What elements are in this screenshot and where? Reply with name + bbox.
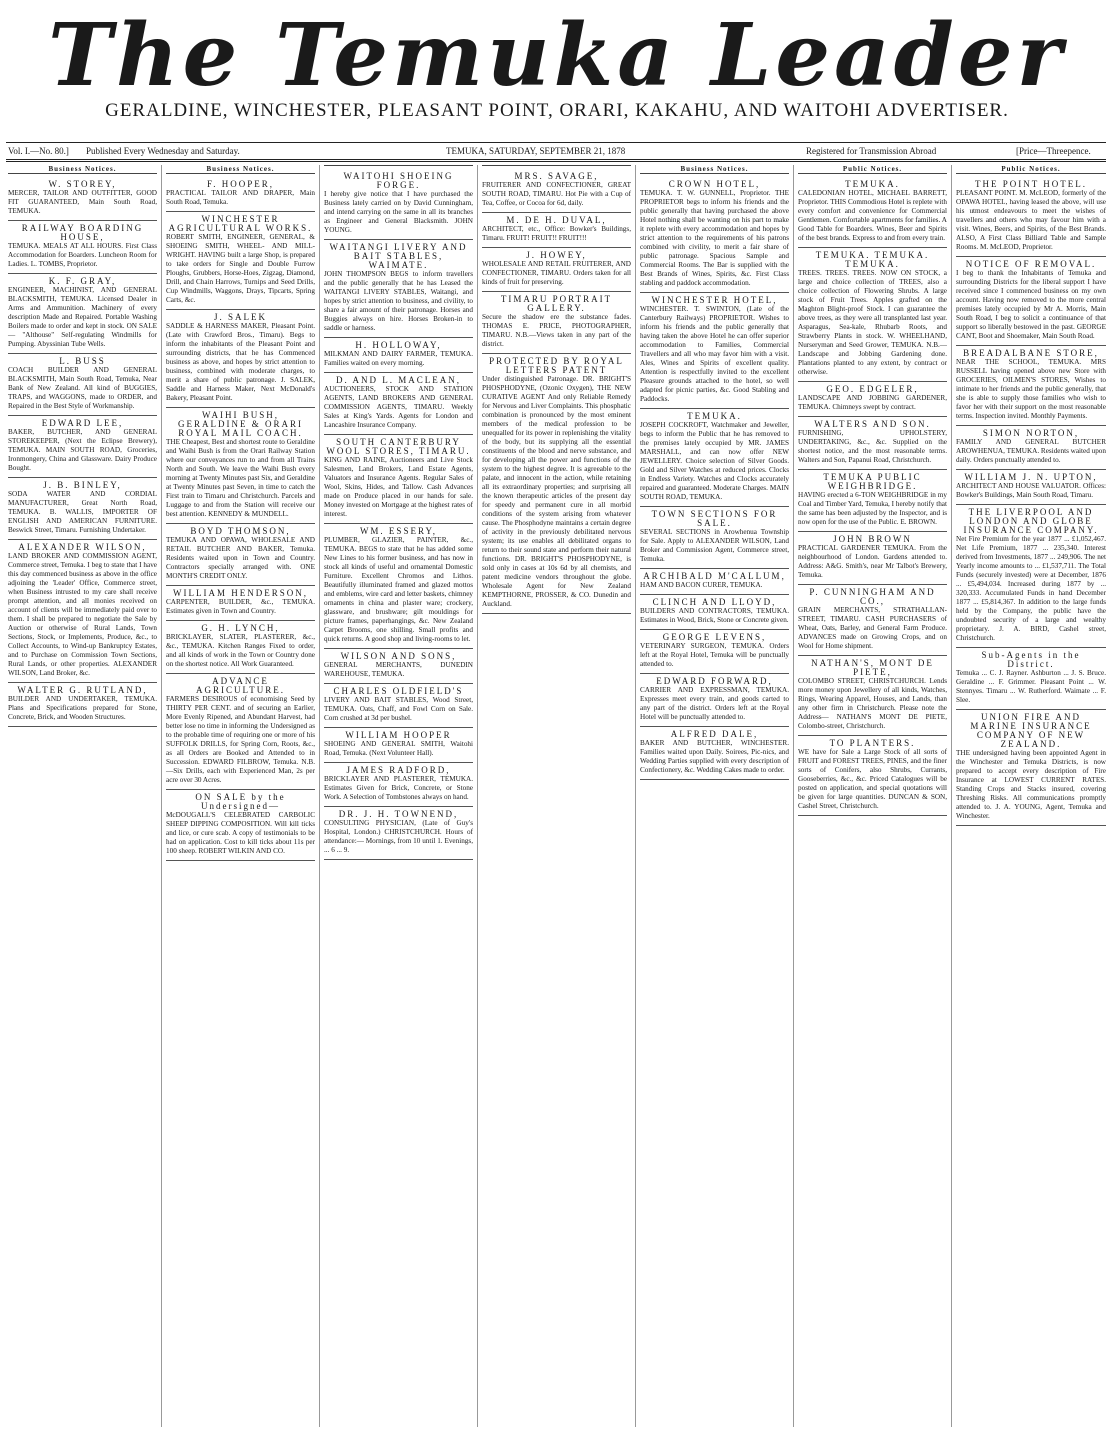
advertisement-heading: M. DE H. DUVAL, <box>506 215 607 225</box>
advertisement-body: Temuka ... C. J. Rayner. Ashburton ... J. S. Bruce. Geraldine ... F. Grimmer. Pleasant Point ... W. Stennyes. Timaru ... W. Rutherford. Waimate ... F. Slee. <box>956 669 1106 704</box>
advertisement <box>798 417 947 470</box>
advertisement-heading: WILSON AND SONS, <box>340 651 457 661</box>
advertisement <box>166 524 315 586</box>
issue-date: TEMUKA, SATURDAY, SEPTEMBER 21, 1878 <box>446 146 626 156</box>
advertisement-heading: G. H. LYNCH, <box>201 623 280 633</box>
advertisement-body: BAKER AND BUTCHER, WINCHESTER. Families waited upon Daily. Soirees, Pic-nics, and Wedding Parties supplied with every description of Confectionery, &c. Wedding Cakes made to order. <box>640 739 789 774</box>
advertisement <box>166 212 315 310</box>
advertisement-heading: UNION FIRE AND MARINE INSURANCE COMPANY OF NEW ZEALAND. <box>970 712 1092 749</box>
advertisement-heading: WM. ESSERY, <box>359 526 438 536</box>
advertisement <box>8 416 157 478</box>
advertisement <box>324 373 473 435</box>
advertisement-body: KING AND RAINE, Auctioneers and Live Stock Salesmen, Land Brokers, Land Estate Agents, Valuators and Insurance Agents. Regular Sales of Wool, Skins, Hides, and Tallow. Cash Advances made on Produce placed in our hands for sale. Money invested on Mortgage at the highest rates of interest. <box>324 456 473 518</box>
advertisement-heading: NATHAN'S, MONT DE PIETE, <box>811 658 934 677</box>
advertisement <box>166 310 315 408</box>
advertisement <box>798 248 947 382</box>
advertisement-body: BUILDERS AND CONTRACTORS, TEMUKA. Estimates in Wood, Brick, Stone or Concrete given. <box>640 607 789 624</box>
advertisement-heading: EDWARD LEE, <box>41 418 124 428</box>
advertisement-body: WINCHESTER. T. SWINTON, (Late of the Canterbury Railways) PROPRIETOR. Wishes to inform his friends and the public generally that having taken the above Hotel he can offer superior accommodation to Families, Commercial Travellers and all who may favor him with a visit. Ales, Wines and Spirits of excellent quality. Attention is respectfully invited to the excellent Pleasure grounds attached to the hotel, so well adapted for picnic parties, &c. Good Stabling and Paddocks. <box>640 305 789 403</box>
advertisement <box>956 426 1106 470</box>
advertisement <box>166 790 315 861</box>
advertisement-heading: TEMUKA. <box>845 179 900 189</box>
advertisement-heading: GEO. EDGELER, <box>826 384 919 394</box>
advertisement-body: PLEASANT POINT. M. McLEOD, formerly of the OPAWA HOTEL, having leased the above, will use his utmost endeavours to meet the wishes of travellers and others who may favour him with a visit. Wines, Beers, and Spirits, of the Best Brands. ALSO, A First Class Billiard Table and Sample Rooms. M. McLEOD, Proprietor. <box>956 189 1106 251</box>
advertisement <box>324 684 473 728</box>
column-heading: Public Notices. <box>798 165 947 174</box>
advertisement <box>798 470 947 532</box>
advertisement <box>640 409 789 507</box>
advertisement <box>956 346 1106 426</box>
advertisement <box>798 736 947 816</box>
advertisement <box>798 532 947 585</box>
advertisement-heading: NOTICE OF REMOVAL. <box>965 259 1097 269</box>
advertisement <box>324 338 473 373</box>
advertisement-body: PRACTICAL TAILOR AND DRAPER, Main South Road, Temuka. <box>166 189 315 206</box>
advertisement <box>8 354 157 416</box>
advertisement <box>956 648 1106 710</box>
column-heading: Business Notices. <box>640 165 789 174</box>
column-6 <box>794 165 952 1427</box>
advertisement-heading: RAILWAY BOARDING HOUSE, <box>21 223 144 242</box>
advertisement-heading: WAITOHI SHOEING FORGE. <box>343 171 454 190</box>
advertisement-body: TEMUKA. MEALS AT ALL HOURS. First Class Accommodation for Boarders. Luncheon Room for Ladies. L. TOMBS, Proprietor. <box>8 242 157 268</box>
advertisement-heading: P. CUNNINGHAM AND CO., <box>809 587 936 606</box>
advertisement-body: JOHN THOMPSON BEGS to inform travellers and the public generally that he has Leased the WAITANGI LIVERY STABLES, Waitangi, and hopes by strict attention to business, and civility, to share a fair amount of their patronage. Horses and Buggies always on hire. Horses Broken-in to saddle or harness. <box>324 270 473 332</box>
advertisement <box>956 470 1106 505</box>
advertisement-heading: ON SALE by the Undersigned— <box>195 792 286 811</box>
advertisement-heading: WINCHESTER AGRICULTURAL WORKS. <box>168 214 313 233</box>
newspaper-title: The Temuka Leader <box>48 5 1066 106</box>
advertisement <box>640 569 789 595</box>
column-2 <box>162 165 320 1427</box>
column-heading <box>324 165 473 166</box>
advertisement-body: ARCHITECT AND HOUSE VALUATOR. Offices: Bowker's Buildings, Main South Road, Timaru. <box>956 482 1106 499</box>
advertisement-heading: DR. J. H. TOWNEND, <box>338 809 459 819</box>
advertisement-body: TREES. TREES. TREES. NOW ON STOCK, a large and choice collection of TREES, also a choice collection of Flowering Shrubs. A large stock of Fruit Trees. Apples grafted on the Maghton Blight-proof Stock. I can guarantee the above trees, as they were all transplanted last year. Asparagus, Sea-kale, Rhubarb Roots, and Strawberry Plants in stock. W. WHEELHAND, Nurseryman and Seed Grower, TEMUKA. N.B.—Landscape and Jobbing Gardening done. Plantations planted to any extent, by contract or otherwise. <box>798 269 947 376</box>
advertisement-body: MERCER, TAILOR AND OUTFITTER, GOOD FIT GUARANTEED, Main South Road, TEMUKA. <box>8 189 157 215</box>
advertisement-body: McDOUGALL'S CELEBRATED CARBOLIC SHEEP DIPPING COMPOSITION. Will kill ticks and lice, or cure scab. A copy of testimonials to be had on application. Cost to kill ticks about 11s per 100 sheep. ROBERT WILKIN AND CO. <box>166 811 315 855</box>
advertisement-body: MILKMAN AND DAIRY FARMER, TEMUKA. Families waited on every morning. <box>324 350 473 367</box>
advertisement <box>324 240 473 338</box>
column-7 <box>952 165 1110 1427</box>
advertisement-body: BRICKLAYER, SLATER, PLASTERER, &c., &c., TEMUKA. Kitchen Ranges Fixed to order, and all kinds of work in the Town or Country done on the shortest notice. All Work Guaranteed. <box>166 633 315 668</box>
advertisement-heading: CHARLES OLDFIELD'S <box>333 686 464 696</box>
advertisement-heading: MRS. SAVAGE, <box>514 171 599 181</box>
advertisement <box>166 621 315 674</box>
column-5 <box>636 165 794 1427</box>
advertisement <box>8 478 157 540</box>
advertisement <box>798 382 947 417</box>
advertisement-body: Under distinguished Patronage. DR. BRIGHT'S PHOSPHODYNE, (Ozonic Oxygen), THE NEW CURATIVE AGENT And only Reliable Remedy for Nervous and Liver Complaints. This phosphatic combination is pronounced by the most eminent members of the medical profession to be unequalled for its power in replenishing the vitality of the body, but its supplying all the essential constituents of the blood and nerve substance, and for developing all the power and functions of the system to the highest degree. It is agreeable to the palate, and innocent in the action, while retaining all its extraordinary properties; and surprising all the known therapeutic articles of the present day for speedy and permanent cure in all morbid conditions of the system arising from whatever cause. The Phosphodyne maintains a certain degree of activity in the previously debilitated nervous system; its use enables all debilitated organs to return to their sound state and perform their natural functions. DR. BRIGHT'S PHOSPHODYNE, is sold only in cases at 10s 6d by all chemists, and patent medicine vendors throughout the globe. Wholesale Agent for New Zealand KEMPTHORNE, PROSSER, & CO. Dunedin and Auckland. <box>482 375 631 608</box>
advertisement-heading: WAITANGI LIVERY AND BAIT STABLES, WAIMATE. <box>329 242 468 270</box>
advertisement-body: HAM AND BACON CURER, TEMUKA. <box>640 581 763 589</box>
advertisement-body: CARPENTER, BUILDER, &c., TEMUKA. Estimates given in Town and Country. <box>166 598 315 615</box>
advertisement <box>324 169 473 240</box>
registration-note: Registered for Transmission Abroad <box>806 146 937 156</box>
advertisement-heading: WALTERS AND SON. <box>814 419 931 429</box>
advertisement <box>482 213 631 248</box>
advertisement-body: GRAIN MERCHANTS, STRATHALLAN-STREET, TIMARU. CASH PURCHASERS of Wheat, Oats, Barley, and General Farm Produce. ADVANCES made on Growing Crops, and on Wool for Home shipment. <box>798 606 947 650</box>
advertisement-body: SHOEING AND GENERAL SMITH, Waitohi Road, Temuka. (Next Volunteer Hall). <box>324 740 473 757</box>
advertisement-heading: TIMARU PORTRAIT GALLERY. <box>500 294 613 313</box>
advertisement-body: NEAR THE SCHOOL, TEMUKA. MRS RUSSELL having opened above new Store with GROCERIES, OILMEN'S STORES, Wishes to intimate to her friends and the public generally, that she is able to supply those families who wish to favor her with their support on the most reasonable terms. Inspection invited. Monthly Payments. <box>956 358 1106 420</box>
advertisement-body: LAND BROKER AND COMMISSION AGENT, Commerce street, Temuka. I beg to state that I have this day commenced business as above in the office adjoining the 'Leader' Office, Commerce street, when Business intrusted to my care shall receive prompt attention, and all monies received on account of clients will be immediately paid over to them. I shall be prepared to negotiate the Sale by Auction or otherwise of Rural Lands, Town Sections, Stock, or Implements, Produce, &c., to Collect Accounts, to Wind-up Bankruptcy Estates, and to Purchase on Commission Town Sections, Rural Lands, or other properties. ALEXANDER WILSON, Land Broker, &c. <box>8 552 157 677</box>
advertisement <box>482 169 631 213</box>
advertisement <box>8 540 157 683</box>
advertisement <box>640 630 789 674</box>
advertisement <box>324 763 473 807</box>
advertisement-body: JOSEPH COCKROFT, Watchmaker and Jeweller, begs to inform the Public that he has removed to the premises lately occupied by MR. JAMES MARSHALL, and can now offer NEW JEWELLERY. Choice selection of Silver Goods. Gold and Silver Watches at reduced prices. Clocks in Endless Variety. Watches and Clocks accurately repaired and guaranteed. Moderate Charges. MAIN SOUTH ROAD, TEMUKA. <box>640 421 789 501</box>
advertisement-body: COLOMBO STREET, CHRISTCHURCH. Lends more money upon Jewellery of all kinds, Watches, Rings, Wearing Apparel, Houses, and Lands, than any other firm in Christchurch. Please note the Address— NATHAN'S MONT DE PIETE, Colombo-street, Christchurch. <box>798 677 947 730</box>
advertisement-heading: TO PLANTERS. <box>829 738 916 748</box>
advertisement-heading: Sub-Agents in the District. <box>981 650 1081 669</box>
advertisement-body: FAMILY AND GENERAL BUTCHER AROWHENUA, TEMUKA. Residents waited upon daily. Orders punctually attended to. <box>956 438 1106 464</box>
advertisement-body: ROBERT SMITH, ENGINEER, GENERAL, & SHOEING SMITH, WHEEL- AND MILL-WRIGHT. HAVING built a large Shop, is prepared to take orders for Single and Double Furrow Ploughs, Grubbers, Horse-Hoes, Zigzag, Diamond, Drill, and Chain Harrows, Turnips and Seed Drills, Cup Windmills, Waggons, Drays, Tipcarts, Spring Carts, &c. <box>166 233 315 304</box>
advertisement <box>8 683 157 727</box>
advertisement-heading: K. F. GRAY, <box>48 276 117 286</box>
advertisement-body: VETERINARY SURGEON, TEMUKA. Orders left at the Royal Hotel, Temuka will be punctually attended to. <box>640 642 789 668</box>
advertisement-heading: F. HOOPER, <box>206 179 275 189</box>
advertisement <box>324 807 473 860</box>
advertisement <box>956 257 1106 346</box>
advertisement-body: HAVING erected a 6-TON WEIGHBRIDGE in my Coal and Timber Yard, Temuka, I hereby notify that the same has been adjusted by the Inspector, and is now open for the use of the Public. E. BROWN. <box>798 491 947 526</box>
newspaper-subtitle: GERALDINE, WINCHESTER, PLEASANT POINT, ORARI, KAKAHU, AND WAITOHI ADVERTISER. <box>105 100 1009 121</box>
advertisement <box>640 177 789 293</box>
advertisement-body: FURNISHING, UPHOLSTERY, UNDERTAKING, &c., &c. Supplied on the shortest notice, and the most reasonable terms. Walters and Son, Papanui Road, Christchurch. <box>798 429 947 464</box>
price: [Price—Threepence. <box>1016 146 1091 156</box>
advertisement <box>956 505 1106 648</box>
advertisement-heading: TOWN SECTIONS FOR SALE. <box>651 509 778 528</box>
advertisement-body: Secure the shadow ere the substance fades. THOMAS E. PRICE, PHOTOGRAPHER, TIMARU. N.B.—Views taken in any part of the district. <box>482 313 631 348</box>
advertisement <box>324 435 473 524</box>
masthead <box>0 0 1114 121</box>
advertisement-body: SODA WATER AND CORDIAL MANUFACTURER, Great North Road, TEMUKA. B. WALLIS, IMPORTER OF ENGLISH AND AMERICAN FURNITURE. Beswick Street, Timaru. Furnishing Undertaker. <box>8 490 157 534</box>
advertisement-heading: WINCHESTER HOTEL, <box>651 295 778 305</box>
advertisement-heading: BOYD THOMSON, <box>190 526 291 536</box>
advertisement-heading: J. HOWEY, <box>526 250 587 260</box>
advertisement <box>640 293 789 409</box>
advertisement-body: WHOLESALE AND RETAIL FRUITERER, AND CONFECTIONER, TIMARU. Orders taken for all kinds of fruit for preserving. <box>482 260 631 286</box>
column-heading: Public Notices. <box>956 165 1106 174</box>
advertisement-heading: JAMES RADFORD, <box>346 765 451 775</box>
advertisement-heading: ARCHIBALD M'CALLUM, <box>643 571 786 581</box>
advertisement-heading: WILLIAM J. N. UPTON, <box>964 472 1098 482</box>
advertisement-heading: GEORGE LEVENS, <box>662 632 767 642</box>
advertisement-heading: THE POINT HOTEL. <box>974 179 1088 189</box>
advertisement-heading: WILLIAM HENDERSON, <box>173 588 308 598</box>
advertisement-heading: TEMUKA. TEMUKA. TEMUKA. <box>815 250 930 269</box>
column-3 <box>320 165 478 1427</box>
advertisement-heading: L. BUSS <box>59 356 106 366</box>
advertisement-body: FRUITERER AND CONFECTIONER, GREAT SOUTH ROAD, TIMARU. Hot Pie with a Cup of Tea, Coffee, or Cocoa for 6d, daily. <box>482 181 631 207</box>
advertisement-heading: H. HOLLOWAY, <box>355 340 442 350</box>
advertisement <box>8 221 157 274</box>
advertisement <box>640 674 789 727</box>
advertisement <box>8 177 157 221</box>
advertisement <box>166 177 315 212</box>
advertisement-heading: EDWARD FORWARD, <box>656 676 773 686</box>
advertisement-heading: ALEXANDER WILSON, <box>18 542 147 552</box>
advertisement-body: LANDSCAPE AND JOBBING GARDENER, TEMUKA. Chimneys swept by contract. <box>798 394 947 411</box>
advertisement <box>798 585 947 656</box>
advertisement-body: Net Fire Premium for the year 1877 ... £1,052,467. Net Life Premium, 1877 ... 235,340. Interest derived from Investments, 1877 ... 249,906. The net Yearly income amounts to ... £1,537,711. The Total Funds (securely invested) were at December, 1876 ... £5,494,034. Increased during 1877 by ... 320,333. Accumulated Funds in hand December 1877 ... £5,814,367. In addition to the large funds held by the Company, the public have the undoubted security of a large and wealthy proprietary. J. A. BIRD, Cashel street, Christchurch. <box>956 535 1106 642</box>
advertisement <box>640 595 789 630</box>
advertisement-heading: D. AND L. MACLEAN, <box>336 375 461 385</box>
advertisement-heading: PROTECTED BY ROYAL LETTERS PATENT <box>489 356 624 375</box>
advertisement <box>8 274 157 354</box>
column-1 <box>4 165 162 1427</box>
advertisement-body: SEVERAL SECTIONS in Arowhenua Township for Sale. Apply to ALEXANDER WILSON, Land Broker and Commission Agent, Commerce street, Temuka. <box>640 528 789 563</box>
advertisement-body: ARCHITECT, etc., Office: Bowker's Buildings, Timaru. FRUIT! FRUIT!! FRUIT!!! <box>482 225 631 242</box>
column-heading <box>482 165 631 166</box>
advertisement-heading: THE LIVERPOOL AND LONDON AND GLOBE INSURANCE COMPANY. <box>963 507 1099 535</box>
advertisement <box>798 177 947 248</box>
column-heading: Business Notices. <box>8 165 157 174</box>
advertisement-body: TEMUKA. T. W. GUNNELL, Proprietor. THE PROPRIETOR begs to inform his friends and the public generally that having purchased the above Hotel nothing shall be wanting on his part to make it replete with every accommodation and hopes by strict attention to the requirements of his patrons combined with civility, to merit a fair share of public patronage. Spacious Sample and Commercial Rooms. The Bar is supplied with the Best Brands of Wines, Spirits, &c. First Class stabling and paddock accommodation. <box>640 189 789 287</box>
advertisement <box>798 656 947 736</box>
advertisement <box>956 177 1106 257</box>
column-4 <box>478 165 636 1427</box>
advertisement-body: THE undersigned having been appointed Agent in the Winchester and Temuka Districts, is now prepared to accept every description of Fire Insurance at LOWEST CURRENT RATES. Standing Crops and Stacks insured, covering Threshing Risks. All communications promptly attended to. J. A. YOUNG, Agent, Temuka and Winchester. <box>956 749 1106 820</box>
advertisement-heading: CLINCH AND LLOYD, <box>652 597 777 607</box>
advertisement-body: CONSULTING PHYSICIAN, (Late of Guy's Hospital, London.) CHRISTCHURCH. Hours of attendance:— Mornings, from 10 until 1. Evenings, ... 6 ... 9. <box>324 819 473 854</box>
dateline <box>6 142 1106 162</box>
advertisement-body: BRICKLAYER AND PLASTERER, TEMUKA. Estimates Given for Brick, Concrete, or Stone Work. A Selection of Tombstones always on hand. <box>324 775 473 801</box>
advertisement-body: I beg to thank the Inhabitants of Temuka and surrounding Districts for the liberal support I have received since I commenced business on my own account. Having now removed to the more central premises lately occupied by Mr A. Morris, Main South Road, I beg to solicit a continuance of that support so liberally bestowed in the past. GEORGE CANT, Boot and Shoemaker, Main South Road. <box>956 269 1106 340</box>
advertisement-heading: WALTER G. RUTLAND, <box>17 685 148 695</box>
advertisement <box>324 524 473 649</box>
advertisement-body: TEMUKA AND OPAWA, WHOLESALE AND RETAIL BUTCHER AND BAKER, Temuka. Residents waited upon in Town and Country. Contractors specially arranged with. ONE MONTH'S CREDIT ONLY. <box>166 536 315 580</box>
advertisement-heading: J. B. BINLEY, <box>43 480 122 490</box>
advertisement-body: BUILDER AND UNDERTAKER, TEMUKA. Plans and Specifications prepared for Stone, Concrete, Brick, and Wooden Structures. <box>8 695 157 721</box>
advertisement-body: LIVERY AND BAIT STABLES, Wood Street, TEMUKA. Oats, Chaff, and Fowl Corn on Sale. Corn crushed at 3d per bushel. <box>324 696 473 722</box>
advertisement <box>482 248 631 292</box>
advertisement-body: THE Cheapest, Best and shortest route to Geraldine and Waihi Bush is from the Orari Railway Station where our conveyances run to and from all Trains North and South. We leave the Waihi Bush every morning at Twenty Minutes past Six, and Geraldine at Twenty Minutes past Seven, in time to catch the First train to Timaru and Christchurch. Parcels and Luggage to and from the Station will receive our best attention. KENNEDY & MUNDELL. <box>166 438 315 518</box>
advertisement <box>482 354 631 614</box>
advertisement-heading: SOUTH CANTERBURY WOOL STORES, TIMARU. <box>326 437 471 456</box>
advertisement <box>166 674 315 790</box>
advertisement-body: CALEDONIAN HOTEL, MICHAEL BARRETT, Proprietor. THIS Commodious Hotel is replete with every comfort and convenience for Commercial Gentlemen. Comfortable apartments for families. A Good Table for Boarders. Wines, Beer and Spirits of the best brands. Express to and from every train. <box>798 189 947 242</box>
advertisement-heading: BREADALBANE STORE, <box>963 348 1099 358</box>
advertisement-body: I hereby give notice that I have purchased the Business lately carried on by David Cunningham, and intend carrying on the same in all its branches as Engineer and General Blacksmith. JOHN YOUNG. <box>324 190 473 234</box>
advertisement-body: GENERAL MERCHANTS, DUNEDIN WAREHOUSE, TEMUKA. <box>324 661 473 678</box>
advertisement-body: SADDLE & HARNESS MAKER, Pleasant Point. (Late with Crawford Bros., Timaru). Begs to inform the inhabitants of the Pleasant Point and surrounding districts, that he has Commenced business as above, and hopes by strict attention to business, combined with moderate charges, to merit a share of public patronage. J. SALEK, Saddle and Harness Maker, Next McDonald's Bakery, Pleasant Point. <box>166 322 315 402</box>
advertisement-heading: SIMON NORTON, <box>982 428 1080 438</box>
advertisement <box>166 586 315 621</box>
publication-schedule: Published Every Wednesday and Saturday. <box>86 146 240 156</box>
advertisement <box>956 710 1106 826</box>
advertisement-heading: J. SALEK <box>213 312 267 322</box>
advertisement <box>324 728 473 763</box>
advertisement <box>640 727 789 780</box>
advertisement-body: BAKER, BUTCHER, AND GENERAL STOREKEEPER, (Next the Eclipse Brewery), TEMUKA. MAIN SOUTH ROAD, Groceries, Ironmongery, China and Glassware. Dairy Produce Bought. <box>8 428 157 472</box>
advertisement-heading: CROWN HOTEL, <box>668 179 761 189</box>
column-heading: Business Notices. <box>166 165 315 174</box>
advertisement-heading: W. STOREY, <box>48 179 117 189</box>
advertisement-body: PLUMBER, GLAZIER, PAINTER, &c., TEMUKA. BEGS to state that he has added some New Lines to his former business, and has now in stock all kinds of useful and ornamental Domestic Furniture. Excellent Chromos and Lithos. Beautifully illuminated framed and glazed mottos and emblems, wire card and letter baskets, chimney ornaments in china and plaster ware; crockery, glassware, and brushware; gilt mouldings for picture frames, paperhangings, &c. New Zealand Carpet Brooms, one shilling. Small profits and quick returns. A good shop and living-rooms to let. <box>324 536 473 643</box>
advertisement-heading: JOHN BROWN <box>833 534 912 544</box>
advertisement <box>166 408 315 524</box>
advertisement-columns <box>4 165 1110 1427</box>
advertisement-heading: WILLIAM HOOPER <box>345 730 452 740</box>
advertisement <box>324 649 473 684</box>
advertisement-body: FARMERS DESIROUS of economising Seed by THIRTY PER CENT. and of securing an Earlier, More Evenly Ripened, and Abundant Harvest, had better lose no time in informing the Undersigned as to the probable time of requiring one or more of his SUFFOLK DRILLS, for Spring Corn, Roots, &c., as all Orders are Booked and Attended to in Succession. EDWARD FILBROW, Temuka. N.B.—Six Drills, each with Experienced Man, 2s per acre over 30 Acres. <box>166 695 315 784</box>
advertisement-heading: ADVANCE AGRICULTURE. <box>196 676 285 695</box>
advertisement-heading: WAIHI BUSH, GERALDINE & ORARI ROYAL MAIL COACH. <box>178 410 303 438</box>
advertisement <box>640 507 789 569</box>
advertisement-body: COACH BUILDER AND GENERAL BLACKSMITH, Main South Road, Temuka, Near Bank of New Zealand. All kind of BUGGIES, TRAPS, and WAGGONS, made to ORDER, and Repaired in the Best Style of Workmanship. <box>8 366 157 410</box>
advertisement-body: CARRIER AND EXPRESSMAN, TEMUKA. Expresses meet every train, and goods carted to any part of the district. Orders left at the Royal Hotel will be punctually attended to. <box>640 686 789 721</box>
advertisement-body: WE have for Sale a Large Stock of all sorts of FRUIT and FOREST TREES, PINES, and the finer sorts of Conifers, also Shrubs, Currants, Gooseberries, &c., &c. Priced Catalogues will be posted on application, and special quotations will be given for large quantities. DUNCAN & SON, Cashel Street, Christchurch. <box>798 748 947 810</box>
advertisement-body: PRACTICAL GARDENER TEMUKA. From the neighbourhood of London. Gardens attended to. Address: A&G. Smith's, near Mr Talbot's Brewery, Temuka. <box>798 544 947 579</box>
advertisement-heading: TEMUKA. <box>687 411 742 421</box>
advertisement <box>482 292 631 354</box>
advertisement-heading: TEMUKA PUBLIC WEIGHBRIDGE. <box>823 472 922 491</box>
advertisement-body: ENGINEER, MACHINIST, AND GENERAL BLACKSMITH, TEMUKA. Licensed Dealer in Arms and Ammunition. Machinery of every description Made and Repaired. Portable Washing Boilers made to order and kept in stock. ON SALE— "Althouse" Self-regulating Windmills for Pumping. Abyssinian Tube Wells. <box>8 286 157 348</box>
volume-number: Vol. I.—No. 80.] <box>8 146 69 156</box>
advertisement-body: AUCTIONEERS, STOCK AND STATION AGENTS, LAND BROKERS AND GENERAL COMMISSION AGENTS, TIMARU. Weekly Sales at King's Yards. Agents for London and Lancashire Insurance Company. <box>324 385 473 429</box>
advertisement-heading: ALFRED DALE, <box>670 729 759 739</box>
